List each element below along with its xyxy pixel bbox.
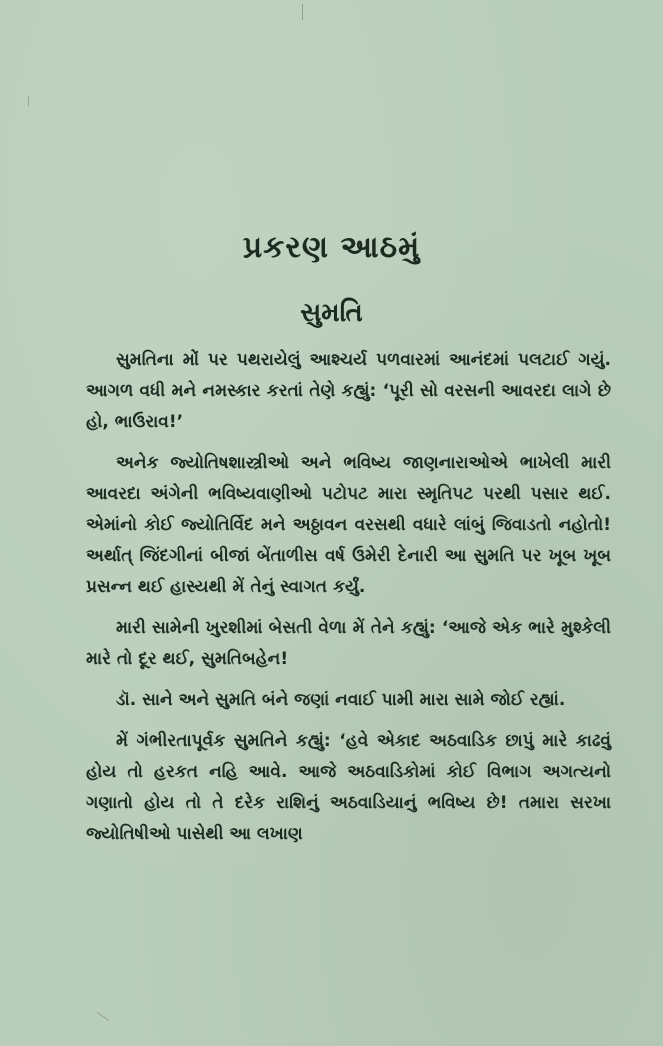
paragraph: મેં ગંભીરતાપૂર્વક સુમતિને કહ્યું: ‘હવે એકાદ અઠવાડિક છાપું મારે કાઢવું હોય તો હરકત નહિ આવે. આજે અઠવાડિકોમાં કોઈ વિભાગ અગત્યનો ગણાતો હોય તો તે દરેક રાશિનું અઠવાડિયાનું ભવિષ્ય છે! તમારા સરખા જ્યોતિષીઓ પાસેથી આ લખાણ [86,731,611,844]
paragraph: મારી સામેની ખુરશીમાં બેસતી વેળા મેં તેને કહ્યું: ‘આજે એક ભારે મુશ્કેલી મારે તો દૂર થઈ, સુમતિબહેન! [86,618,611,669]
page-speck [97,1012,109,1021]
paragraph: સુમતિના મોં પર પથરાયેલું આશ્ચર્ય પળવારમાં આનંદમાં પલટાઈ ગયું. આગળ વધી મને નમસ્કાર કરતાં તેણે કહ્યું: ‘પૂરી સો વરસની આવરદા લાગે છે હો, ભાઉરાવ!’ [86,350,611,432]
page-speck [28,96,29,106]
chapter-title: પ્રકરણ આઠમું [242,230,421,265]
paragraph: અનેક જ્યોતિષશાસ્ત્રીઓ અને ભવિષ્ય જાણનારાઓએ ભાખેલી મારી આવરદા અંગેની ભવિષ્યવાણીઓ પટોપટ મારા સ્મૃતિપટ પરથી પસાર થઈ. એમાંનો કોઈ જ્યોતિર્વિદ મને અઠ્ઠાવન વરસથી વધારે લાંબું જિવાડતો નહોતો! અર્થાત્ જિંદગીનાં બીજાં બેંતાળીસ વર્ષ ઉમેરી દેનારી આ સુમતિ પર ખૂબ ખૂબ પ્રસન્ન થઈ હાસ્યથી મેં તેનું સ્વાગત કર્યું. [86,453,611,597]
body-text [86,345,611,860]
page-speck [302,4,303,20]
section-title: સુમતિ [300,298,363,328]
paragraph: ડૉ. સાને અને સુમતિ બંને જણાં નવાઈ પામી મારા સામે જોઈ રહ્યાં. [116,690,566,710]
